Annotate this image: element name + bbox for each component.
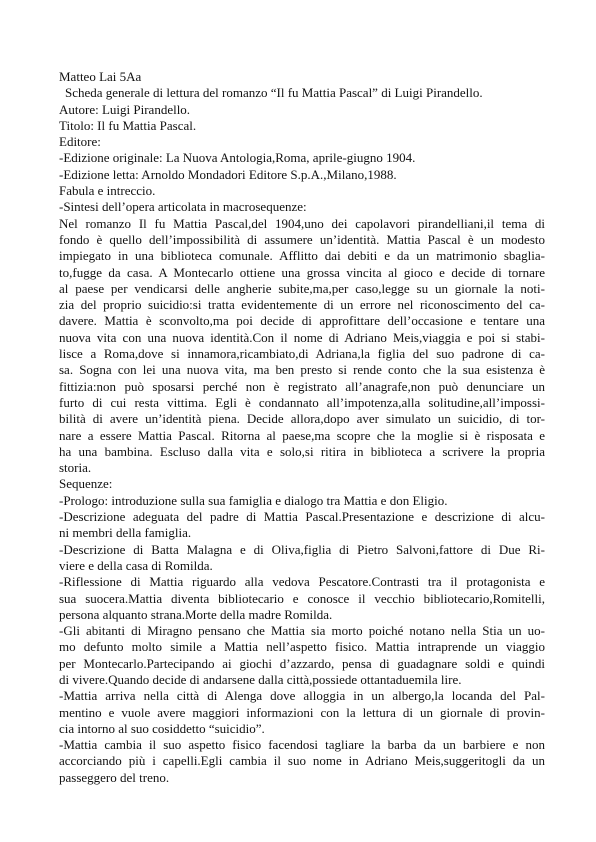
- sequence-line: di vivere.Quando decide di andarsene dalla città,possiede ottantaduemila lire.: [59, 671, 462, 687]
- synopsis-line: al paese per vendicarsi delle angherie subite,ma,per caso,legge su un giornale la noti-: [59, 280, 545, 296]
- synopsis-line: to,fugge da casa. A Montecarlo ottiene una grossa vincita al gioco e decide di tornare: [59, 264, 545, 280]
- synopsis-heading: -Sintesi dell’opera articolata in macrosequenze:: [59, 199, 307, 215]
- read-edition-line: -Edizione letta: Arnoldo Mondadori Editore S.p.A.,Milano,1988.: [59, 166, 397, 182]
- synopsis-line: zia del proprio suicidio:si tratta evidentemente di un errore nel riconoscimento del ca-: [59, 297, 545, 313]
- document-page: [59, 69, 545, 786]
- document-title: Scheda generale di lettura del romanzo “Il fu Mattia Pascal” di Luigi Pirandello.: [65, 85, 483, 101]
- synopsis-line: Nel romanzo Il fu Mattia Pascal,del 1904,uno dei capolavori pirandelliani,il tema di: [59, 215, 545, 231]
- sequence-line: accorciando più i capelli.Egli cambia il suo nome in Adriano Meis,suggeritogli da un: [59, 753, 545, 769]
- sequence-line: -Mattia cambia il suo aspetto fisico facendosi tagliare la barba da un barbiere e non: [59, 737, 545, 753]
- synopsis-line: nare a essere Mattia Pascal. Ritorna al paese,ma scopre che la moglie si è risposata e: [59, 427, 545, 443]
- publisher-heading: Editore:: [59, 134, 101, 150]
- original-edition-line: -Edizione originale: La Nuova Antologia,Roma, aprile-giugno 1904.: [59, 150, 416, 166]
- sequence-line: mentino e vuole avere maggiori informazioni con la lettura di un giornale di provin-: [59, 704, 545, 720]
- sequence-line: passeggero del treno.: [59, 769, 170, 785]
- sequence-line: -Prologo: introduzione sulla sua famiglia e dialogo tra Mattia e don Eligio.: [59, 492, 448, 508]
- synopsis-line: nuova vita con una nuova identità.Con il nome di Adriano Meis,viaggia e poi si stabi-: [59, 329, 545, 345]
- sequence-line: -Gli abitanti di Miragno pensano che Mattia sia morto poiché notano nella Stia un uo-: [59, 623, 545, 639]
- synopsis-line: lisce a Roma,dove si innamora,ricambiato,di Adriana,la figlia del suo padrone di ca-: [59, 346, 545, 362]
- synopsis-line: storia.: [59, 460, 92, 476]
- sequences-heading: Sequenze:: [59, 476, 113, 492]
- synopsis-line: furto di cui resta vittima. Egli è condannato all’impotenza,alla solitudine,all’impossi-: [59, 394, 545, 410]
- sequence-line: -Riflessione di Mattia riguardo alla vedova Pescatore.Contrasti tra il protagonista e: [59, 574, 545, 590]
- synopsis-line: davere. Mattia è sconvolto,ma poi decide di approfittare dell’occasione e tentare una: [59, 313, 545, 329]
- sequence-line: cia intorno al suo cosiddetto “suicidio”.: [59, 720, 265, 736]
- synopsis-line: sa. Sogna con lei una nuova vita, ma ben presto si rende conto che la sua esistenza è: [59, 362, 545, 378]
- title-line: Titolo: Il fu Mattia Pascal.: [59, 117, 197, 133]
- sequence-line: -Descrizione di Batta Malagna e di Oliva,figlia di Pietro Salvoni,fattore di Due Ri-: [59, 541, 545, 557]
- synopsis-line: fittizia:non può sposarsi perché non è registrato all’anagrafe,non può denunciare un: [59, 378, 545, 394]
- sequence-line: ni membri della famiglia.: [59, 525, 192, 541]
- sequence-line: viere e della casa di Romilda.: [59, 557, 213, 573]
- sequence-line: sua suocera.Mattia diventa bibliotecario e conosce il vecchio bibliotecario,Romitelli,: [59, 590, 545, 606]
- sequence-line: persona alquanto strana.Morte della madre Romilda.: [59, 606, 333, 622]
- synopsis-line: ha una bambina. Escluso dalla vita e solo,si ritira in biblioteca a scrivere la propria: [59, 443, 545, 459]
- sequence-line: -Descrizione adeguata del padre di Mattia Pascal.Presentazione e descrizione di alcu-: [59, 509, 545, 525]
- author-line: Autore: Luigi Pirandello.: [59, 101, 191, 117]
- sequence-line: -Mattia arriva nella città di Alenga dove alloggia in un albergo,la locanda del Pal-: [59, 688, 545, 704]
- synopsis-line: fondo è quello dell’impossibilità di assumere un’identità. Mattia Pascal è un modesto: [59, 231, 545, 247]
- synopsis-line: impiegato in una biblioteca comunale. Afflitto dai debiti e da un matrimonio sbaglia-: [59, 248, 545, 264]
- fabula-heading: Fabula e intreccio.: [59, 183, 156, 199]
- synopsis-line: bilità di avere un’identità piena. Decide allora,dopo aver simulato un suicidio, di tor-: [59, 411, 545, 427]
- sequence-line: per Montecarlo.Partecipando ai giochi d’azzardo, pensa di guadagnare soldi e quindi: [59, 655, 545, 671]
- sequence-line: mo defunto molto simile a Mattia nell’aspetto fisico. Mattia intraprende un viaggio: [59, 639, 545, 655]
- author-student-line: Matteo Lai 5Aa: [59, 69, 142, 84]
